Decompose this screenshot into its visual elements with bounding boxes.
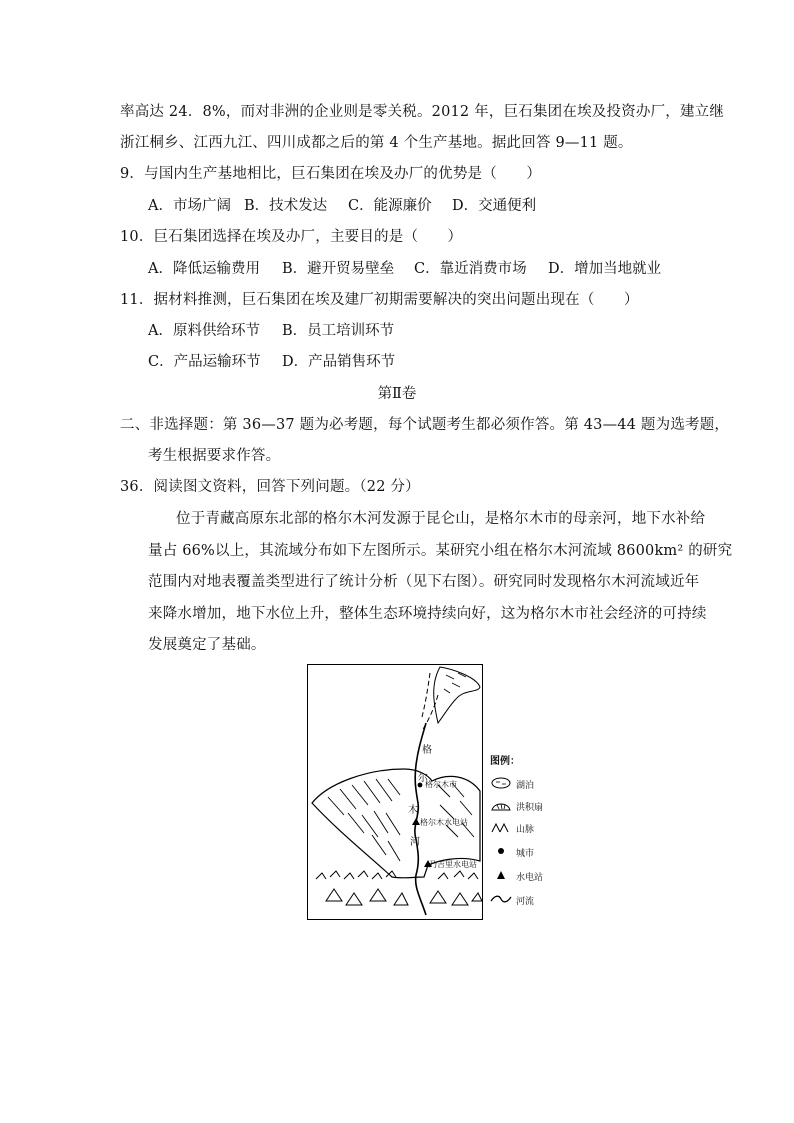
station-icon [490,868,512,882]
q11-option-c: C．产品运输环节 [148,354,261,370]
q11-stem: 11．据材料推测，巨石集团在埃及建厂初期需要解决的突出问题出现在（ ） [120,292,639,308]
legend-title: 图例： [490,756,520,767]
legend-river: 河流 [516,897,535,907]
alluvial-fan-icon [490,798,512,812]
station-marker-1 [412,818,420,825]
station-1-label: 格尔木水电站 [420,818,468,827]
legend-city: 城市 [516,849,535,859]
map-legend [490,752,570,912]
q36-stem: 36．阅读图文资料，回答下列问题。（22 分） [120,479,420,495]
q10-option-b: B．避开贸易壁垒 [282,261,395,277]
part2-title: 第Ⅱ卷 [377,386,417,402]
legend-mountain: 山脉 [516,825,535,835]
part2-line-2: 考生根据要求作答。 [148,448,281,464]
mountain-icon [490,820,512,834]
q10-option-c: C．靠近消费市场 [414,261,527,277]
legend-lake: 湖泊 [516,781,535,791]
q9-option-d: D．交通便利 [452,198,537,214]
q9-stem: 9．与国内生产基地相比，巨石集团在埃及办厂的优势是（ ） [120,166,542,182]
city-icon [490,844,512,858]
river-basin-map [307,664,483,920]
river-icon [490,892,512,906]
q11-option-d: D．产品销售环节 [282,354,396,370]
intro-line-2: 浙江桐乡、江西九江、四川成都之后的第 4 个生产基地。据此回答 9—11 题。 [120,135,633,151]
lake-shape [434,667,480,723]
q36-para-5: 发展奠定了基础。 [148,637,266,653]
q9-option-a: A．市场广阔 [148,198,231,214]
q10-stem: 10．巨石集团选择在埃及办厂，主要目的是（ ） [120,229,463,245]
river-label-2: 尔 [418,773,428,784]
q36-para-3: 范围内对地表覆盖类型进行了统计分析（见下右图）。研究同时发现格尔木河流域近年 [148,574,700,590]
q36-para-1: 位于青藏高原东北部的格尔木河发源于昆仑山，是格尔木市的母亲河，地下水补给 [176,511,706,527]
lake-icon [490,776,512,790]
legend-station: 水电站 [516,873,544,883]
river-label-4: 河 [410,837,420,848]
q36-para-2: 量占 66%以上，其流域分布如下左图所示。某研究小组在格尔木河流域 8600km² 的研究 [148,543,733,559]
q36-para-4: 来降水增加，地下水位上升，整体生态环境持续向好，这为格尔木市社会经济的可持续 [148,606,707,622]
q9-option-c: C．能源廉价 [348,198,432,214]
q9-option-b: B．技术发达 [244,198,328,214]
q10-option-a: A．降低运输费用 [148,261,260,277]
river-label-3: 木 [408,805,418,816]
q10-option-d: D．增加当地就业 [548,261,662,277]
river-label-1: 格 [422,745,432,756]
map-drawing [308,665,483,920]
part2-line-1: 二、非选择题：第 36—37 题为必考题，每个试题考生都必须作答。第 43—44 题为选考题， [120,417,730,433]
city-label: 格尔木市 [425,780,457,789]
intro-line-1: 率高达 24．8%，而对非洲的企业则是零关税。2012 年，巨石集团在埃及投资办厂，建立继 [120,104,725,120]
q11-option-a: A．原料供给环节 [148,323,260,339]
q11-option-b: B．员工培训环节 [282,323,395,339]
station-2-label: 乃吉里水电站 [429,860,477,869]
legend-fan: 洪积扇 [516,803,544,813]
